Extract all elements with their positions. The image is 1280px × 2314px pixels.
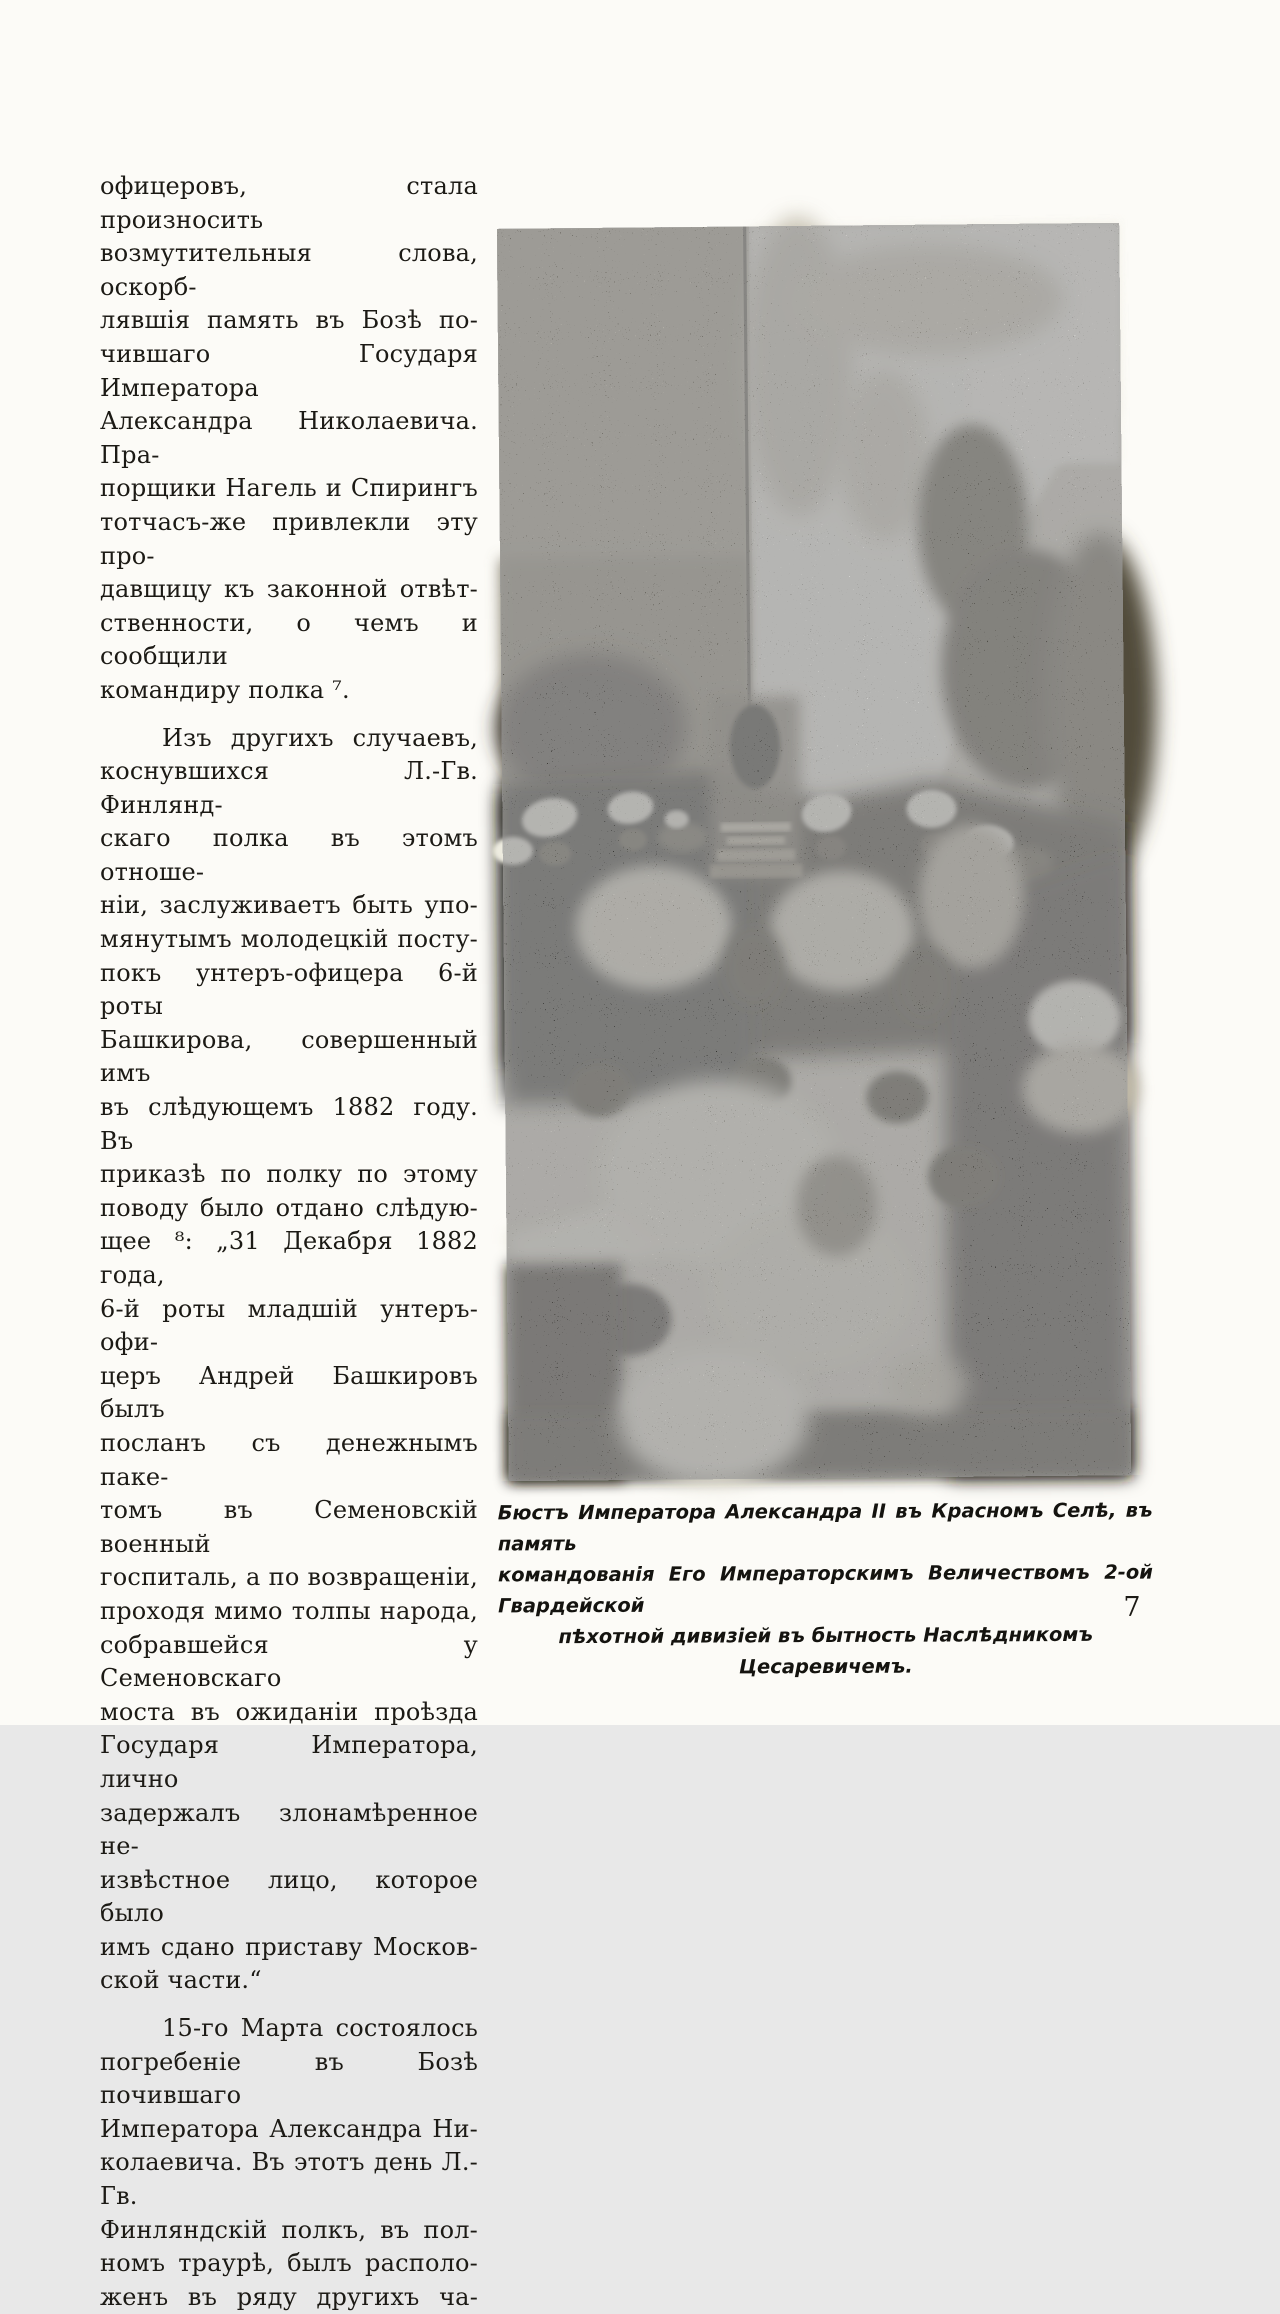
caption-line: командованія Его Императорскимъ Величествомъ 2-ой Гвардейской: [497, 1560, 1153, 1618]
text-line: офицеровъ, стала произносить: [100, 172, 478, 234]
text-line: Финляндскій полкъ, въ пол-: [100, 2215, 478, 2244]
text-line: Государя Императора, лично: [100, 1731, 478, 1793]
page-number: 7: [1123, 1592, 1141, 1623]
text-line: моста въ ожиданіи проѣзда: [100, 1697, 478, 1726]
text-line: щее ⁸: „31 Декабря 1882 года,: [100, 1227, 478, 1289]
caption-line: пѣхотной дивизіей въ бытность Наслѣдникомъ Цесаревичемъ.: [558, 1622, 1094, 1679]
text-line: задержалъ злонамѣренное не-: [100, 1798, 478, 1861]
body-text-column: [100, 170, 478, 2314]
text-line: Императора Александра Ни-: [100, 2114, 478, 2143]
text-line: чившаго Государя Императора: [100, 339, 478, 402]
text-line: покъ унтеръ-офицера 6-й роты: [100, 958, 478, 1021]
text-line: коснувшихся Л.-Гв. Финлянд-: [100, 757, 478, 819]
text-line: номъ траурѣ, былъ располо-: [100, 2249, 478, 2278]
text-line: имъ сдано приставу Москов-: [100, 1932, 478, 1961]
text-line: церъ Андрей Башкировъ былъ: [100, 1361, 478, 1424]
photo-halftone-grain: [497, 223, 1131, 1481]
text-line: госпиталь, а по возвращеніи,: [100, 1563, 478, 1592]
text-line: возмутительныя слова, оскорб-: [100, 239, 478, 301]
text-line: Башкирова, совершенный имъ: [100, 1025, 478, 1088]
text-line: 15-го Марта состоялось: [162, 2014, 478, 2043]
text-line: собравшейся у Семеновскаго: [100, 1630, 478, 1693]
text-line: поводу было отдано слѣдую-: [100, 1193, 478, 1222]
text-line: женъ въ ряду другихъ ча-: [100, 2282, 478, 2311]
text-line: томъ въ Семеновскій военный: [100, 1496, 478, 1558]
caption-line: Бюстъ Императора Александра II въ Красномъ Селѣ, въ память: [497, 1498, 1153, 1556]
text-line: колаевича. Въ этотъ день Л.-Гв.: [100, 2148, 478, 2211]
text-line: порщики Нагель и Спирингъ: [100, 474, 478, 503]
photo-figure: [497, 223, 1131, 1481]
text-line: въ слѣдующемъ 1882 году. Въ: [100, 1093, 478, 1155]
text-line: проходя мимо толпы народа,: [100, 1596, 478, 1625]
text-line: мянутымъ молодецкій посту-: [100, 925, 478, 954]
text-line: ской части.“: [100, 1966, 262, 1995]
text-line: погребеніе въ Бозѣ почившаго: [100, 2047, 478, 2110]
text-line: Изъ другихъ случаевъ,: [162, 723, 478, 752]
text-line: приказѣ по полку по этому: [100, 1160, 478, 1189]
text-line: командиру полка ⁷.: [100, 675, 350, 704]
text-line: посланъ съ денежнымъ паке-: [100, 1428, 478, 1491]
photo-halftone-illustration: [497, 223, 1131, 1481]
photo-caption: [498, 1495, 1154, 1684]
text-line: 6-й роты младшій унтеръ-офи-: [100, 1294, 478, 1357]
text-line: давщицу къ законной отвѣт-: [100, 575, 478, 604]
text-line: ственности, о чемъ и сообщили: [100, 608, 478, 671]
text-line: Александра Николаевича. Пра-: [100, 407, 478, 469]
text-line: извѣстное лицо, которое было: [100, 1865, 478, 1928]
text-line: лявшія память въ Бозѣ по-: [100, 306, 478, 335]
text-line: скаго полка въ этомъ отноше-: [100, 824, 478, 886]
text-line: ніи, заслуживаетъ быть упо-: [100, 891, 478, 920]
text-line: тотчасъ-же привлекли эту про-: [100, 507, 478, 570]
